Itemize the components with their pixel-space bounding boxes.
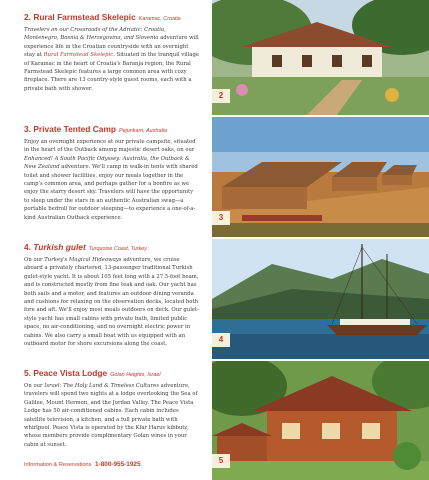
entry-number: 4. [24, 242, 31, 252]
entry-location: Karamac, Croatia [138, 16, 181, 22]
entry-location: Golan Heights, Israel [110, 372, 161, 378]
photo-number-badge: 4 [212, 333, 230, 347]
entry-description [24, 382, 200, 449]
entry-heading [24, 242, 200, 252]
photo-turkish-gulet [212, 239, 429, 359]
photo-farmstead [212, 0, 429, 115]
highlight-name: Rural Farmstead Skelepic [43, 52, 114, 59]
tented-camp-illustration [212, 117, 429, 237]
trip-name: Enhanced! A South Pacific Odyssey: Australia, the Outback & New Zealand [24, 155, 190, 171]
trip-name: Israel: The Holy Land & Timeless Cultures [44, 383, 159, 389]
entry-description [24, 256, 200, 348]
entry-number: 3. [24, 124, 31, 134]
entry-location: Pejunkarn, Australia [119, 128, 168, 134]
entry-tented-camp [24, 124, 200, 222]
description-text: adventure will experience life in the Croatian countryside with an overnight stay at [24, 35, 199, 59]
entry-description [24, 26, 200, 93]
entry-number: 2. [24, 12, 31, 22]
entry-title: Turkish gulet [33, 242, 86, 252]
description-text: Enjoy an overnight experience at our private campsite, situated in the heart of the Outback among majestic desert oaks, on our [24, 139, 196, 154]
entry-title: Peace Vista Lodge [33, 368, 108, 378]
entry-description [24, 138, 200, 222]
photo-number-badge: 5 [212, 454, 230, 468]
photo-number-badge: 2 [212, 89, 230, 103]
entry-heading [24, 368, 200, 378]
description-text: On our [24, 257, 45, 263]
description-text: adventure. We'll camp in walk-in tents with shared toilet and shower facilities, enjoy our meals together in the camp's common area, and perhaps gather for a bonfire as we enjoy the starry desert sky. Travelers will have the opportunity to sleep under the stars in an authentic Australian swag—a portable bedroll for outdoor sleeping—to experience a one-of-a-kind Australian Outback experience. [24, 164, 198, 221]
entry-number: 5. [24, 368, 31, 378]
entry-rural-farmstead [24, 12, 200, 93]
entry-title: Rural Farmstead Skelepic [33, 12, 136, 22]
entry-heading [24, 12, 200, 22]
lodge-illustration [212, 361, 429, 480]
entry-peace-vista-lodge [24, 368, 200, 449]
footer-label: Information & Reservations [24, 462, 92, 468]
trip-name: Turkey's Magical Hideaways [44, 257, 122, 263]
description-text: adventure, travelers will spend two nights at a lodge overlooking the Sea of Galilee, Mount Hermon, and the Jordan Valley. The Peace Vista Lodge has 50 air-conditioned cabins. Each cabin includes satellite television, a kitchen, and a full private bath with whirlpool. Peace Vista is operated by the Kfar Haruv kibbutz, whose members provide complimentary Golan wines in your cabin at sunset. [24, 383, 198, 448]
farmstead-illustration [212, 0, 429, 115]
entry-turkish-gulet [24, 242, 200, 348]
trip-name: Travelers on our Crossroads of the Adriatic: Croatia, Montenegro, Bosnia & Herzegovina, and Slovenia [24, 27, 166, 42]
photo-number-badge: 3 [212, 211, 230, 225]
photo-tented-camp [212, 117, 429, 237]
phone-number[interactable]: 1-800-955-1925 [95, 461, 141, 468]
entry-heading [24, 124, 200, 134]
photo-peace-vista-lodge [212, 361, 429, 480]
entry-title: Private Tented Camp [33, 124, 117, 134]
reservations-footer [24, 461, 141, 468]
description-text: On our [24, 383, 45, 389]
description-text: adventure, we cruise aboard a privately chartered, 13-passenger traditional Turkish gulet-style yacht. It is about 105 feet long with a 27.5-foot beam, and is constructed mostly from fine teak and oak. Our yacht has both sails and a motor, and features an outdoor dining veranda and cushions for relaxing on the observation decks, located both fore and aft. We'll enjoy most meals outdoors on deck. Our gulet-style yacht has small cabins with private bath, limited public space, no air-conditioning, and no overnight electric power in cabins. We also carry a small boat with us equipped with an outboard motor for shore excursions along the coast. [24, 257, 199, 348]
gulet-illustration [212, 239, 429, 359]
description-text: . Situated in the tranquil village of Karamac in the heart of Croatia's Baranja region, the Rural Farmstead Skelepic features a large common area with cozy fireplace. There are 13 country-style guest rooms, each with a private bath with shower. [24, 52, 199, 92]
entry-location: Turquoise Coast, Turkey [88, 246, 147, 252]
